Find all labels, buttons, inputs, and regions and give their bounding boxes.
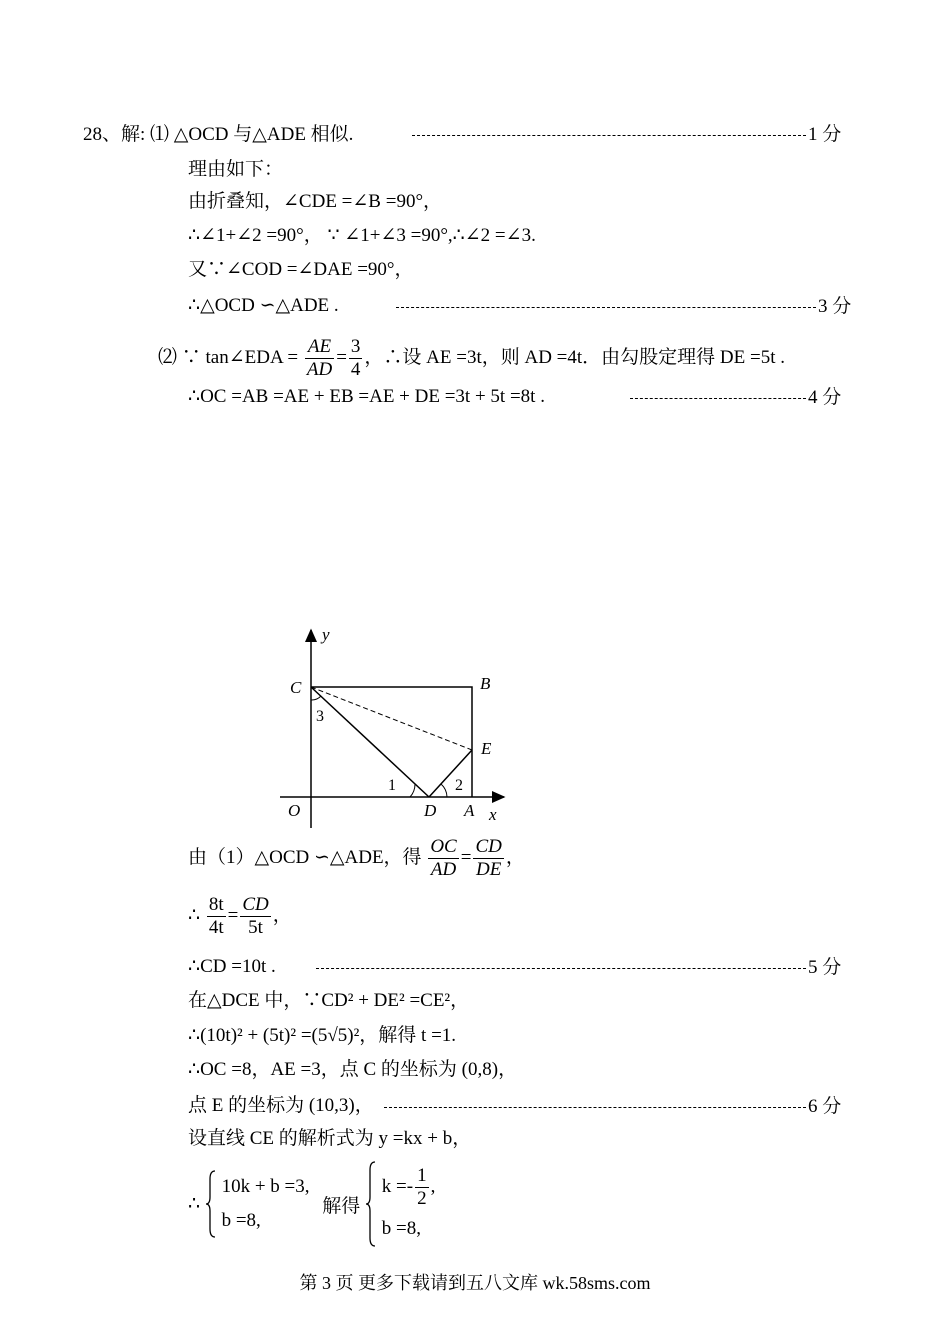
label-d: D xyxy=(424,801,437,820)
label-o: O xyxy=(288,801,301,820)
coordinate-figure xyxy=(270,620,520,835)
fraction-numerator: 3 xyxy=(350,336,361,357)
line-15: 点 E 的坐标为 (10,3)， xyxy=(188,1095,374,1116)
segment-ce-dashed xyxy=(311,687,472,750)
angle-1-label: 1 xyxy=(388,777,396,794)
line-17 xyxy=(188,1160,435,1248)
left-brace-icon xyxy=(205,1169,217,1239)
question-number: 28、解: xyxy=(83,124,146,145)
comma: ， xyxy=(272,904,292,926)
label-e: E xyxy=(481,739,492,758)
part-1-mark: ⑴ xyxy=(150,124,170,145)
label-x: x xyxy=(489,805,497,824)
score-leader-4 xyxy=(316,968,806,969)
comma: , xyxy=(430,1176,436,1197)
equals-sign: = xyxy=(227,904,239,926)
line-8: ∴OC =AB =AE + EB =AE + DE =3t + 5t =8t . xyxy=(188,386,545,407)
line-4a: ∴∠1+∠2 =90°， xyxy=(188,225,323,246)
fraction-cd-de xyxy=(473,836,503,881)
fraction-denominator: DE xyxy=(475,859,502,880)
fraction-numerator: CD xyxy=(475,836,502,857)
line-16: 设直线 CE 的解析式为 y =kx + b， xyxy=(188,1128,472,1149)
fraction-numerator: OC xyxy=(430,836,457,857)
angle-3-arc xyxy=(311,696,321,700)
angle-2-arc xyxy=(441,784,447,797)
angle-3-label: 3 xyxy=(316,708,324,725)
fraction-denominator: AD xyxy=(306,359,333,380)
page-footer: 第 3 页 更多下载请到五八文库 wk.58sms.com xyxy=(299,1273,651,1293)
fraction-numerator: 8t xyxy=(208,894,224,915)
segment-de xyxy=(429,750,472,797)
score-5: 6 分 xyxy=(808,1096,842,1117)
fraction-8t-4t xyxy=(207,894,226,939)
therefore-sign: ∴ xyxy=(188,904,201,926)
fraction-numerator: CD xyxy=(242,894,269,915)
line-2: 理由如下： xyxy=(188,159,284,180)
fraction-numerator: AE xyxy=(305,336,334,359)
line-11: ∴CD =10t . xyxy=(188,956,276,977)
line-14: ∴OC =8，AE =3，点 C 的坐标为 (0,8)， xyxy=(188,1059,518,1080)
segment-cd xyxy=(311,687,429,797)
fraction-denominator: 2 xyxy=(417,1188,427,1210)
line-7 xyxy=(158,336,785,381)
equals-sign: = xyxy=(460,846,472,868)
label-a: A xyxy=(464,801,475,820)
fraction-numerator: 1 xyxy=(417,1165,427,1187)
fraction-cd-5t xyxy=(240,894,270,939)
label-y: y xyxy=(322,625,330,644)
fraction-denominator: 4t xyxy=(208,917,224,938)
fraction-denominator: 5t xyxy=(248,917,263,938)
label-c: C xyxy=(290,678,302,697)
score-4: 5 分 xyxy=(808,957,842,978)
line-5: 又∵∠COD =∠DAE =90°， xyxy=(188,259,414,280)
system-1-eq-1: 10k + b =3, xyxy=(221,1176,310,1197)
angle-1-arc xyxy=(410,784,415,797)
fraction-ae-ad xyxy=(305,336,334,381)
line-4b: ∵ ∠1+∠3 =90°,∴∠2 =∠3. xyxy=(327,225,536,246)
fraction-denominator: 4 xyxy=(350,359,361,380)
line-13: ∴(10t)² + (5t)² =(5√5)²，解得 t =1. xyxy=(188,1025,457,1046)
question-label xyxy=(83,123,353,147)
line-12: 在△DCE 中，∵CD² + DE² =CE²， xyxy=(188,990,470,1011)
comma: ， xyxy=(505,846,525,868)
part-2-mark: ⑵ xyxy=(158,346,178,368)
angle-2-label: 2 xyxy=(455,777,463,794)
line-7b: ，∴设 AE =3t，则 AD =4t．由勾股定理得 DE =5t . xyxy=(364,346,786,368)
line-10 xyxy=(188,894,292,939)
score-2: 3 分 xyxy=(818,296,852,317)
score-leader-3 xyxy=(630,398,806,399)
line-6: ∴△OCD ∽△ADE . xyxy=(188,295,339,316)
left-brace-icon xyxy=(365,1160,377,1248)
line-9 xyxy=(188,836,525,881)
line-7a: ∵ tan∠EDA = xyxy=(181,346,299,368)
fraction-oc-ad xyxy=(428,836,458,881)
system-2-eq-1 xyxy=(382,1162,436,1212)
fraction-3-4 xyxy=(349,336,363,381)
label-b: B xyxy=(480,674,491,693)
therefore-sign: ∴ xyxy=(188,1193,201,1215)
solve-label: 解得 xyxy=(322,1195,361,1217)
system-1-eq-2: b =8, xyxy=(221,1210,261,1231)
fraction-denominator: AD xyxy=(430,859,457,880)
equation-system-2 xyxy=(382,1162,436,1246)
equation-system-1 xyxy=(222,1170,310,1238)
line-9a: 由（1）△OCD ∽△ADE，得 xyxy=(188,846,422,868)
fraction-1-2 xyxy=(415,1165,429,1210)
line-1: △OCD 与△ADE 相似. xyxy=(173,124,354,145)
score-leader-2 xyxy=(396,307,816,308)
line-4 xyxy=(188,224,536,248)
line-3: 由折叠知，∠CDE =∠B =90°， xyxy=(188,191,443,212)
equals-sign: = xyxy=(336,346,347,368)
score-leader-5 xyxy=(384,1107,806,1108)
k-equals: k =- xyxy=(381,1176,414,1197)
system-2-eq-2: b =8, xyxy=(381,1218,422,1239)
score-3: 4 分 xyxy=(808,387,842,408)
score-leader-1 xyxy=(412,135,806,136)
score-1: 1 分 xyxy=(808,124,842,145)
